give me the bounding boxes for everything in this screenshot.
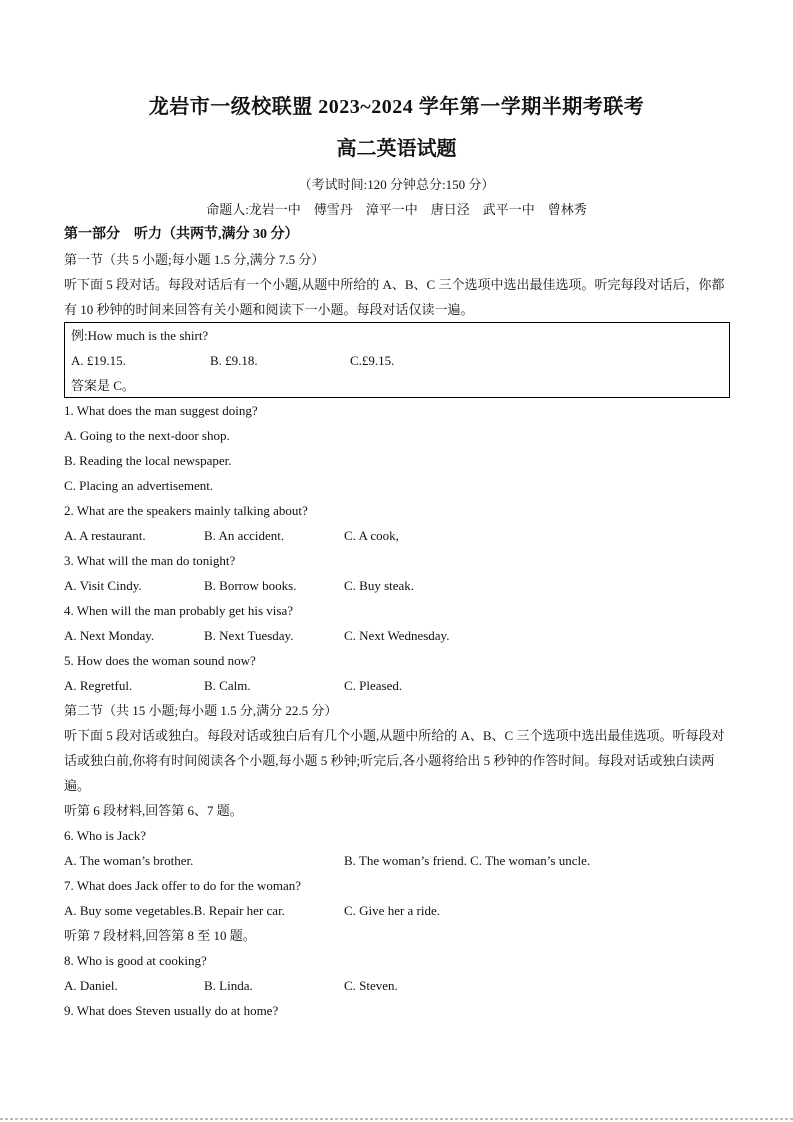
question-7-stem: 7. What does Jack offer to do for the woman? (64, 878, 302, 893)
question-5-option-b: B. Calm. (204, 678, 251, 693)
question-5-option-c: C. Pleased. (344, 678, 403, 693)
material-6-label: 听第 6 段材料,回答第 6、7 题。 (64, 803, 243, 818)
question-2-option-a: A. A restaurant. (64, 528, 146, 543)
example-question: 例:How much is the shirt? (71, 328, 209, 343)
question-7-options (64, 898, 730, 923)
question-5-options (64, 673, 730, 698)
question-6-stem: 6. Who is Jack? (64, 828, 147, 843)
question-4-stem: 4. When will the man probably get his visa? (64, 603, 294, 618)
example-options (71, 348, 723, 373)
question-8-option-c: C. Steven. (344, 978, 398, 993)
question-7-option-c: C. Give her a ride. (344, 903, 441, 918)
example-option-a: A. £19.15. (71, 353, 126, 368)
question-6-options (64, 848, 730, 873)
section1-heading: 第一节（共 5 小题;每小题 1.5 分,满分 7.5 分） (64, 252, 325, 267)
question-1-option-c: C. Placing an advertisement. (64, 478, 214, 493)
question-9-stem: 9. What does Steven usually do at home? (64, 1003, 279, 1018)
question-7-option-ab: A. Buy some vegetables.B. Repair her car. (64, 903, 285, 918)
question-1-option-a: A. Going to the next-door shop. (64, 428, 230, 443)
exam-subtitle: 高二英语试题 (336, 138, 457, 160)
question-2-option-c: C. A cook, (344, 528, 399, 543)
exam-title: 龙岩市一级校联盟 2023~2024 学年第一学期半期考联考 (148, 96, 645, 118)
question-3-option-b: B. Borrow books. (204, 578, 297, 593)
exam-time-info: （考试时间:120 分钟总分:150 分） (298, 177, 495, 192)
question-6-option-bc: B. The woman’s friend. C. The woman’s uncle. (344, 853, 591, 868)
question-2-option-b: B. An accident. (204, 528, 285, 543)
question-1-stem: 1. What does the man suggest doing? (64, 403, 258, 418)
question-5-stem: 5. How does the woman sound now? (64, 653, 256, 668)
material-7-label: 听第 7 段材料,回答第 8 至 10 题。 (64, 928, 256, 943)
question-6-option-a: A. The woman’s brother. (64, 853, 194, 868)
question-2-stem: 2. What are the speakers mainly talking about? (64, 503, 308, 518)
question-5-option-a: A. Regretful. (64, 678, 133, 693)
example-option-c: C.£9.15. (350, 353, 395, 368)
question-4-options (64, 623, 730, 648)
question-8-options (64, 973, 730, 998)
exam-authors: 命题人:龙岩一中 傅雪丹 漳平一中 唐日泾 武平一中 曾林秀 (206, 202, 587, 217)
section2-instructions: 听下面 5 段对话或独白。每段对话或独白后有几个小题,从题中所给的 A、B、C 三个选项中选出最佳选项。听每段对话或独白前,你将有时间阅读各个小题,每小题 5 秒钟;听完后,各小题将给出 5 秒钟的作答时间。每段对话或独白读两遍。 (64, 728, 725, 793)
question-8-option-b: B. Linda. (204, 978, 253, 993)
question-4-option-c: C. Next Wednesday. (344, 628, 450, 643)
part1-heading: 第一部分 听力（共两节,满分 30 分） (64, 227, 299, 242)
question-2-options (64, 523, 730, 548)
question-3-stem: 3. What will the man do tonight? (64, 553, 236, 568)
page-bottom-divider (0, 1118, 793, 1120)
question-3-option-c: C. Buy steak. (344, 578, 415, 593)
question-8-stem: 8. Who is good at cooking? (64, 953, 207, 968)
question-8-option-a: A. Daniel. (64, 978, 118, 993)
example-option-b: B. £9.18. (210, 353, 258, 368)
question-3-options (64, 573, 730, 598)
question-1-option-b: B. Reading the local newspaper. (64, 453, 232, 468)
section1-instructions: 听下面 5 段对话。每段对话后有一个小题,从题中所给的 A、B、C 三个选项中选出最佳选项。听完每段对话后，你都有 10 秒钟的时间来回答有关小题和阅读下一小题。每段对话仅读一遍。 (64, 277, 725, 317)
example-answer: 答案是 C。 (71, 378, 135, 393)
exam-body (64, 222, 730, 1023)
section2-heading: 第二节（共 15 小题;每小题 1.5 分,满分 22.5 分） (64, 703, 338, 718)
question-4-option-b: B. Next Tuesday. (204, 628, 294, 643)
question-4-option-a: A. Next Monday. (64, 628, 155, 643)
question-3-option-a: A. Visit Cindy. (64, 578, 142, 593)
example-box (64, 322, 730, 398)
